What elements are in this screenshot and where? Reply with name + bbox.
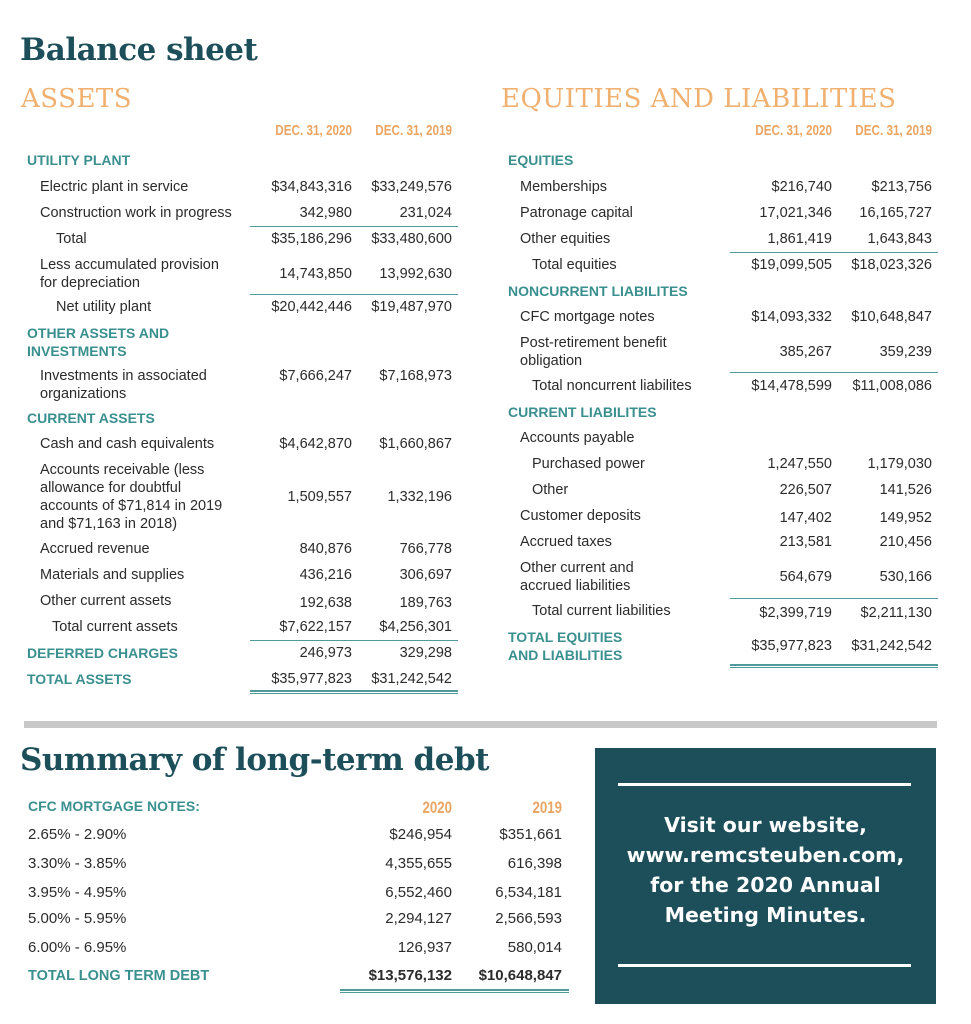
assets-col-2020: DEC. 31, 2020 — [275, 122, 352, 139]
category-noncurrent: NONCURRENT LIABILITES — [508, 283, 688, 299]
value-2020: 14,743,850 — [279, 266, 352, 282]
promo-top-rule — [618, 783, 911, 786]
value-2020: 1,509,557 — [287, 489, 352, 505]
value-2020: $14,093,332 — [751, 309, 832, 325]
value-2020: $2,399,719 — [759, 605, 832, 621]
value-2019: 210,456 — [879, 534, 932, 550]
row-label: Less accumulated provision — [40, 257, 219, 273]
value-2019: $33,249,576 — [371, 179, 452, 195]
row-label: Other current and — [520, 560, 634, 576]
value-2019: 359,239 — [879, 344, 932, 360]
value-2020: 213,581 — [779, 534, 832, 550]
value-2019: $4,256,301 — [379, 619, 452, 635]
row-label: Other current assets — [40, 593, 172, 609]
row-label: Memberships — [520, 179, 608, 195]
liabilities-heading: EQUITIES AND LIABILITIES — [501, 84, 897, 114]
assets-col-2019: DEC. 31, 2019 — [375, 122, 452, 139]
value-2020: 17,021,346 — [759, 205, 832, 221]
row-label: Total equities — [532, 257, 617, 273]
row-label: Construction work in progress — [40, 205, 232, 221]
value-2020: 1,247,550 — [767, 456, 832, 472]
value-2020: $4,642,870 — [279, 436, 352, 452]
row-label: Electric plant in service — [40, 179, 189, 195]
value-2019: $19,487,970 — [371, 299, 452, 315]
value-2020: 564,679 — [779, 569, 832, 585]
row-label: Accounts receivable (less — [40, 462, 205, 478]
row-label: Post-retirement benefit — [520, 335, 667, 351]
row-label: accrued liabilities — [520, 578, 631, 594]
value-2019: 766,778 — [399, 541, 452, 557]
category-current-assets: CURRENT ASSETS — [27, 410, 155, 426]
row-label: for depreciation — [40, 275, 140, 291]
row-label: Total — [56, 231, 87, 247]
row-label: 2.65% - 2.90% — [28, 826, 127, 843]
row-label: Purchased power — [532, 456, 645, 472]
value-2020: $7,666,247 — [279, 368, 352, 384]
subtotal-rule — [250, 294, 458, 295]
category-cfc-mortgage-notes: CFC MORTGAGE NOTES: — [28, 798, 200, 814]
category-total-equities-liabilities-line2: AND LIABILITIES — [508, 647, 623, 663]
row-label: Other — [532, 482, 569, 498]
value-2019: $33,480,600 — [371, 231, 452, 247]
row-label: accounts of $71,814 in 2019 — [40, 498, 223, 514]
value-2019: 1,332,196 — [387, 489, 452, 505]
promo-line-4: Meeting Minutes. — [664, 903, 867, 927]
promo-website-link[interactable]: www.remcsteuben.com, — [626, 843, 905, 867]
category-other-assets-line2: INVESTMENTS — [27, 343, 127, 359]
subtotal-rule — [250, 226, 458, 227]
value-2019: $351,661 — [499, 826, 562, 843]
row-label: 6.00% - 6.95% — [28, 939, 127, 956]
value-2020: 246,973 — [299, 645, 352, 661]
value-2019: $1,660,867 — [379, 436, 452, 452]
row-label: CFC mortgage notes — [520, 309, 655, 325]
row-label: Cash and cash equivalents — [40, 436, 215, 452]
liabilities-col-2020: DEC. 31, 2020 — [755, 122, 832, 139]
value-2019: $18,023,326 — [851, 257, 932, 273]
value-2020: 385,267 — [779, 344, 832, 360]
total-double-rule — [340, 989, 569, 993]
value-2019: $10,648,847 — [478, 967, 562, 984]
value-2019: $31,242,542 — [371, 671, 452, 687]
value-2019: 231,024 — [399, 205, 452, 221]
debt-col-2019: 2019 — [532, 798, 562, 817]
category-deferred-charges: DEFERRED CHARGES — [27, 645, 178, 661]
value-2020: $19,099,505 — [751, 257, 832, 273]
total-double-rule — [730, 664, 938, 668]
value-2020: $35,977,823 — [271, 671, 352, 687]
value-2020: $246,954 — [389, 826, 452, 843]
row-label: Total noncurrent liabilites — [532, 378, 692, 394]
value-2019: $7,168,973 — [379, 368, 452, 384]
subtotal-rule — [250, 640, 458, 641]
category-utility-plant: UTILITY PLANT — [27, 152, 131, 168]
page-title: Balance sheet — [20, 32, 258, 68]
row-label: 3.95% - 4.95% — [28, 884, 127, 901]
row-label: obligation — [520, 353, 583, 369]
row-label: Patronage capital — [520, 205, 633, 221]
value-2019: 2,566,593 — [495, 910, 562, 927]
value-2020: 126,937 — [397, 939, 452, 956]
subtotal-rule — [730, 372, 938, 373]
value-2020: $13,576,132 — [368, 967, 452, 984]
value-2019: 580,014 — [507, 939, 562, 956]
liabilities-col-2019: DEC. 31, 2019 — [855, 122, 932, 139]
category-current-liabilities: CURRENT LIABILITES — [508, 404, 657, 420]
category-total-long-term-debt: TOTAL LONG TERM DEBT — [28, 968, 210, 984]
row-label: Accrued revenue — [40, 541, 150, 557]
value-2020: $34,843,316 — [271, 179, 352, 195]
value-2019: 189,763 — [399, 595, 452, 611]
section-divider — [24, 721, 937, 728]
value-2020: 2,294,127 — [385, 910, 452, 927]
value-2019: $213,756 — [871, 179, 932, 195]
value-2019: 530,166 — [879, 569, 932, 585]
value-2020: $35,186,296 — [271, 231, 352, 247]
category-equities: EQUITIES — [508, 152, 574, 168]
row-label: Total current assets — [52, 619, 178, 635]
value-2020: $14,478,599 — [751, 378, 832, 394]
row-label: Net utility plant — [56, 299, 152, 315]
value-2019: $11,008,086 — [852, 378, 932, 394]
promo-line-3: for the 2020 Annual — [650, 873, 881, 897]
value-2019: $2,211,130 — [860, 605, 932, 621]
debt-col-2020: 2020 — [422, 798, 452, 817]
subtotal-rule — [730, 252, 938, 253]
value-2020: $7,622,157 — [279, 619, 352, 635]
row-label: Accounts payable — [520, 430, 635, 446]
row-label: Other equities — [520, 231, 611, 247]
value-2019: 141,526 — [879, 482, 932, 498]
value-2020: 342,980 — [299, 205, 352, 221]
debt-title: Summary of long-term debt — [20, 742, 489, 778]
value-2019: 16,165,727 — [859, 205, 932, 221]
row-label: organizations — [40, 386, 127, 402]
category-total-assets: TOTAL ASSETS — [27, 671, 132, 687]
value-2019: 1,179,030 — [867, 456, 932, 472]
value-2020: 840,876 — [299, 541, 352, 557]
total-double-rule — [250, 690, 458, 694]
row-label: Accrued taxes — [520, 534, 612, 550]
value-2019: 616,398 — [507, 855, 562, 872]
website-promo-box — [595, 748, 936, 1004]
value-2020: $35,977,823 — [751, 638, 832, 654]
value-2020: 436,216 — [299, 567, 352, 583]
value-2019: 306,697 — [399, 567, 452, 583]
value-2020: 226,507 — [779, 482, 832, 498]
value-2019: 329,298 — [399, 645, 452, 661]
value-2019: $31,242,542 — [851, 638, 932, 654]
assets-heading: ASSETS — [21, 84, 133, 114]
row-label: Customer deposits — [520, 508, 641, 524]
row-label: allowance for doubtful — [40, 480, 182, 496]
value-2020: $20,442,446 — [271, 299, 352, 315]
row-label: 3.30% - 3.85% — [28, 855, 127, 872]
promo-line-1: Visit our website, — [664, 813, 867, 837]
value-2019: 149,952 — [879, 510, 932, 526]
value-2019: 1,643,843 — [867, 231, 932, 247]
value-2020: 6,552,460 — [385, 884, 452, 901]
promo-bottom-rule — [618, 964, 911, 967]
row-label: 5.00% - 5.95% — [28, 910, 127, 927]
value-2019: 13,992,630 — [379, 266, 452, 282]
value-2020: $216,740 — [771, 179, 832, 195]
row-label: Investments in associated — [40, 368, 207, 384]
row-label: Total current liabilities — [532, 603, 671, 619]
value-2020: 147,402 — [779, 510, 832, 526]
value-2019: 6,534,181 — [495, 884, 562, 901]
value-2020: 4,355,655 — [385, 855, 452, 872]
row-label: Materials and supplies — [40, 567, 185, 583]
subtotal-rule — [730, 598, 938, 599]
row-label: and $71,163 in 2018) — [40, 516, 178, 532]
promo-text — [595, 810, 936, 930]
category-total-equities-liabilities: TOTAL EQUITIES — [508, 629, 623, 645]
value-2019: $10,648,847 — [851, 309, 932, 325]
value-2020: 192,638 — [299, 595, 352, 611]
category-other-assets: OTHER ASSETS AND — [27, 325, 170, 341]
value-2020: 1,861,419 — [767, 231, 832, 247]
